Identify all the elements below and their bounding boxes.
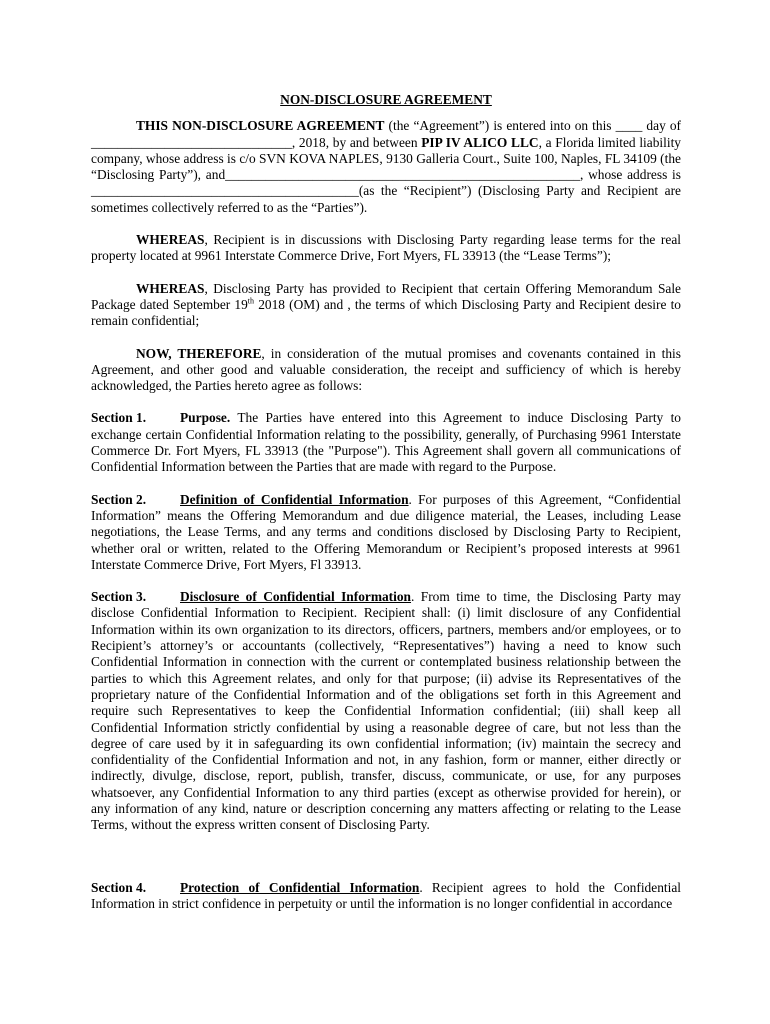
whereas-text-2b: 2018 (OM) and , the terms of which Disclosing Party and Recipient desire to remain confidential;: [91, 296, 681, 329]
intro-text-2: , a Florida limited liability company, whose address is c/o SVN KOVA NAPLES, 9130 Galleria Court., Suite 100, Naples, FL 34109 (the “Disclosing Party”), and_____________________________________________________, whose address is ________________________________________(as the “Recipient”) (Disclosing Party and Recipient are sometimes collectively referred to as the “Parties”).: [91, 134, 681, 215]
section-1: [91, 410, 681, 475]
whereas-text-2a: , Disclosing Party has provided to Recipient that certain Offering Memorandum Sale Package dated September 19: [91, 280, 681, 312]
section-number: Section 2.: [91, 491, 147, 507]
section-title: Protection of Confidential Information: [180, 879, 420, 895]
now-therefore-lead: NOW, THEREFORE: [136, 345, 262, 361]
section-title: Definition of Confidential Information: [180, 491, 409, 507]
section-text: The Parties have entered into this Agreement to induce Disclosing Party to exchange certain Confidential Information relating to the possibility, generally, of Purchasing 9961 Interstate Commerce Dr. Fort Myers, FL 33913 (the "Purpose"). This Agreement shall govern all communications of Confidential Information between the Parties that are made with regard to the Purpose.: [91, 410, 681, 475]
section-number: Section 3.: [91, 589, 147, 605]
intro-text-1: (the “Agreement”) is entered into on this ____ day of ______________________________, 2018, by and between: [91, 118, 681, 150]
document-page: [91, 92, 681, 928]
intro-paragraph: [91, 118, 681, 216]
section-3: [91, 589, 681, 833]
section-text: . Recipient agrees to hold the Confidential Information in strict confidence in perpetuity or until the information is no longer confidential in accordance: [91, 879, 681, 911]
section-number: Section 4.: [91, 879, 147, 895]
date-superscript: th: [247, 296, 255, 306]
document-title: NON-DISCLOSURE AGREEMENT: [280, 92, 492, 107]
whereas-text-1: , Recipient is in discussions with Disclosing Party regarding lease terms for the real property located at 9961 Interstate Commerce Drive, Fort Myers, FL 33913 (the “Lease Terms”);: [91, 232, 681, 264]
intro-lead: THIS NON-DISCLOSURE AGREEMENT: [136, 118, 385, 134]
section-title: Disclosure of Confidential Information: [180, 589, 412, 605]
party-name: PIP IV ALICO LLC: [421, 134, 539, 150]
whereas-lead-1: WHEREAS: [136, 232, 205, 248]
whereas-lead-2: WHEREAS: [136, 280, 205, 296]
section-title: Purpose.: [180, 410, 231, 426]
whereas-paragraph-2: [91, 281, 681, 330]
whereas-paragraph-1: [91, 232, 681, 265]
section-2: [91, 492, 681, 573]
section-text: . From time to time, the Disclosing Party may disclose Confidential Information to Recipient. Recipient shall: (i) limit disclosure of any Confidential Information within its own organization to its directors, officers, partners, members and/or employees, or to Recipient’s attorney’s or accountants (collectively, “Representatives”) having a need to know such Confidential Information in connection with the current or contemplated business relationship between the parties to which this Agreement relates, and only for that purpose; (ii) advise its Representatives of the proprietary nature of the Confidential Information and of the obligations set forth in this Agreement and require such Representatives to keep the Confidential Information confidential; (iii) shall keep all Confidential Information strictly confidential by using a reasonable degree of care, but not less than the degree of care used by it in safeguarding its own confidential information; (iv) maintain the secrecy and confidentiality of the Confidential Information and not, in any fashion, form or manner, either directly or indirectly, divulge, disclose, report, publish, transfer, discuss, communicate, or use, for any purposes whatsoever, any Confidential Information to any third parties (except as otherwise provided for herein), or any information of any kind, nature or description concerning any matters affecting or relating to the Lease Terms, without the express written consent of Disclosing Party.: [91, 589, 681, 833]
section-number: Section 1.: [91, 410, 147, 426]
now-therefore-paragraph: [91, 346, 681, 395]
section-4: [91, 880, 681, 913]
section-text: . For purposes of this Agreement, “Confidential Information” means the Offering Memorandum and due diligence material, the Leases, including Lease negotiations, the Lease Terms, and any terms and conditions disclosed by Disclosing Party to Recipient, whether oral or written, related to the Offering Memorandum or Recipient’s proposed interests at 9961 Interstate Commerce Drive, Fort Myers, Fl 33913.: [91, 491, 681, 572]
now-therefore-text: , in consideration of the mutual promises and covenants contained in this Agreement, and other good and valuable consideration, the receipt and sufficiency of which is hereby acknowledged, the Parties hereto agree as follows:: [91, 345, 681, 394]
section-spacer: [91, 850, 681, 880]
